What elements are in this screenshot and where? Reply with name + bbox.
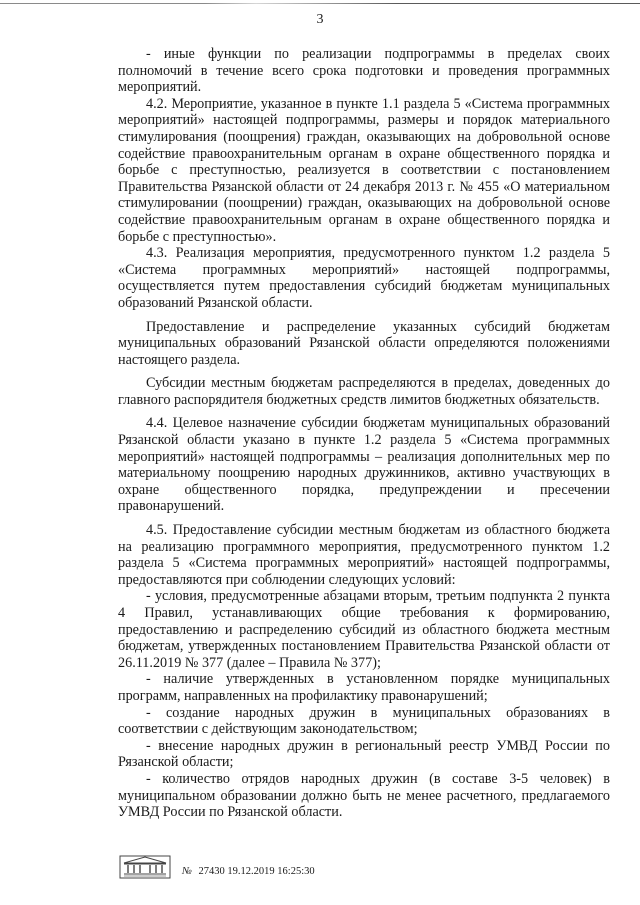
document-body xyxy=(118,46,610,821)
number-sign: № xyxy=(182,866,192,877)
scan-edge-line xyxy=(0,3,640,4)
paragraph: 4.2. Мероприятие, указанное в пункте 1.1 раздела 5 «Система программных мероприятий» настоящей подпрограммы, размеры и порядок материального стимулирования (поощрения) граждан, оказывающих на добровольной основе содействие правоохранительным органам в охране общественного порядка и борьбе с преступностью, реализуется в соответствии с постановлением Правительства Рязанской области от 24 декабря 2013 г. № 455 «О материальном стимулировании (поощрении) граждан, оказывающих на добровольной основе содействие правоохранительным органам в охране общественного порядка и борьбе с преступностью». xyxy=(118,95,610,245)
paragraph: 4.3. Реализация мероприятия, предусмотренного пунктом 1.2 раздела 5 «Система программных мероприятий» настоящей подпрограммы, осуществляется путем предоставления субсидий бюджетам муниципальных образований Рязанской области. xyxy=(118,245,610,311)
paragraph: - иные функции по реализации подпрограммы в пределах своих полномочий в течение всего срока подготовки и проведения программных мероприятий. xyxy=(118,46,610,96)
list-item: - создание народных дружин в муниципальных образованиях в соответствии с действующим законодательством; xyxy=(118,704,610,738)
document-number: 27430 xyxy=(198,866,225,877)
paragraph: 4.5. Предоставление субсидии местным бюджетам из областного бюджета на реализацию программного мероприятия, предусмотренного пунктом 1.2 раздела 5 «Система программных мероприятий» настоящей подпрограммы, предоставляются при соблюдении следующих условий: xyxy=(118,522,610,588)
document-footer xyxy=(118,852,518,884)
list-item: - наличие утвержденных в установленном порядке муниципальных программ, направленных на профилактику правонарушений; xyxy=(118,671,610,704)
timestamp: 19.12.2019 16:25:30 xyxy=(227,866,315,877)
list-item: - количество отрядов народных дружин (в составе 3-5 человек) в муниципальном образовании должно быть не менее расчетного, предлагаемого УМВД России по Рязанской области. xyxy=(118,770,610,821)
paragraph: Субсидии местным бюджетам распределяются в пределах, доведенных до главного распорядителя бюджетных средств лимитов бюджетных обязательств. xyxy=(118,375,610,408)
list-item: - внесение народных дружин в региональный реестр УМВД России по Рязанской области; xyxy=(118,737,610,771)
list-item: - условия, предусмотренные абзацами вторым, третьим подпункта 2 пункта 4 Правил, устанавливающих общие требования к формированию, предоставлению и распределению субсидий из областного бюджета местным бюджетам, утвержденных постановлением Правительства Рязанской области от 26.11.2019 № 377 (далее – Правила № 377); xyxy=(118,588,610,671)
page-number: 3 xyxy=(316,12,324,27)
government-building-icon xyxy=(118,852,172,882)
paragraph: 4.4. Целевое назначение субсидии бюджетам муниципальных образований Рязанской области указано в пункте 1.2 раздела 5 «Система программных мероприятий» настоящей подпрограммы – реализация дополнительных мер по материальному поощрению народных дружинников, активно участвующих в охране общественного порядка, предупреждении и пресечении правонарушений. xyxy=(118,415,610,515)
registration-stamp xyxy=(182,866,315,877)
paragraph: Предоставление и распределение указанных субсидий бюджетам муниципальных образований Рязанской области определяются положениями настоящего раздела. xyxy=(118,318,610,368)
